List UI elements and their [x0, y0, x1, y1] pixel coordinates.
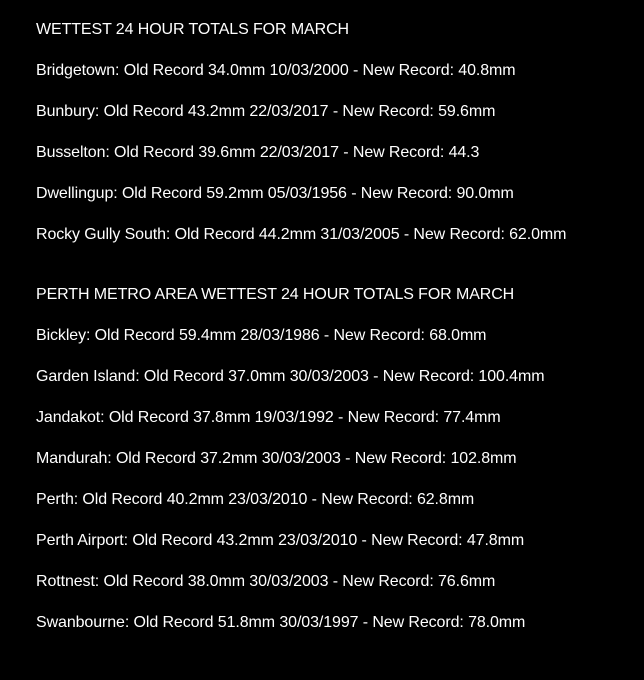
record-line-dwellingup: Dwellingup: Old Record 59.2mm 05/03/1956 - New Record: 90.0mm [36, 185, 514, 202]
record-line-perth: Perth: Old Record 40.2mm 23/03/2010 - New Record: 62.8mm [36, 491, 475, 508]
record-line-busselton: Busselton: Old Record 39.6mm 22/03/2017 - New Record: 44.3 [36, 144, 480, 161]
regional-records-section [36, 20, 644, 244]
record-line-swanbourne: Swanbourne: Old Record 51.8mm 30/03/1997 - New Record: 78.0mm [36, 614, 526, 631]
record-line-garden-island: Garden Island: Old Record 37.0mm 30/03/2003 - New Record: 100.4mm [36, 368, 545, 385]
record-line-bickley: Bickley: Old Record 59.4mm 28/03/1986 - New Record: 68.0mm [36, 327, 487, 344]
record-line-rocky-gully-south: Rocky Gully South: Old Record 44.2mm 31/03/2005 - New Record: 62.0mm [36, 226, 567, 243]
record-line-mandurah: Mandurah: Old Record 37.2mm 30/03/2003 - New Record: 102.8mm [36, 450, 517, 467]
section-heading: PERTH METRO AREA WETTEST 24 HOUR TOTALS FOR MARCH [36, 286, 515, 303]
perth-metro-records-section [36, 285, 644, 632]
record-line-perth-airport: Perth Airport: Old Record 43.2mm 23/03/2010 - New Record: 47.8mm [36, 532, 525, 549]
record-line-jandakot: Jandakot: Old Record 37.8mm 19/03/1992 - New Record: 77.4mm [36, 409, 501, 426]
record-line-rottnest: Rottnest: Old Record 38.0mm 30/03/2003 - New Record: 76.6mm [36, 573, 496, 590]
record-line-bunbury: Bunbury: Old Record 43.2mm 22/03/2017 - New Record: 59.6mm [36, 103, 496, 120]
record-line-bridgetown: Bridgetown: Old Record 34.0mm 10/03/2000 - New Record: 40.8mm [36, 62, 516, 79]
section-heading: WETTEST 24 HOUR TOTALS FOR MARCH [36, 21, 349, 38]
